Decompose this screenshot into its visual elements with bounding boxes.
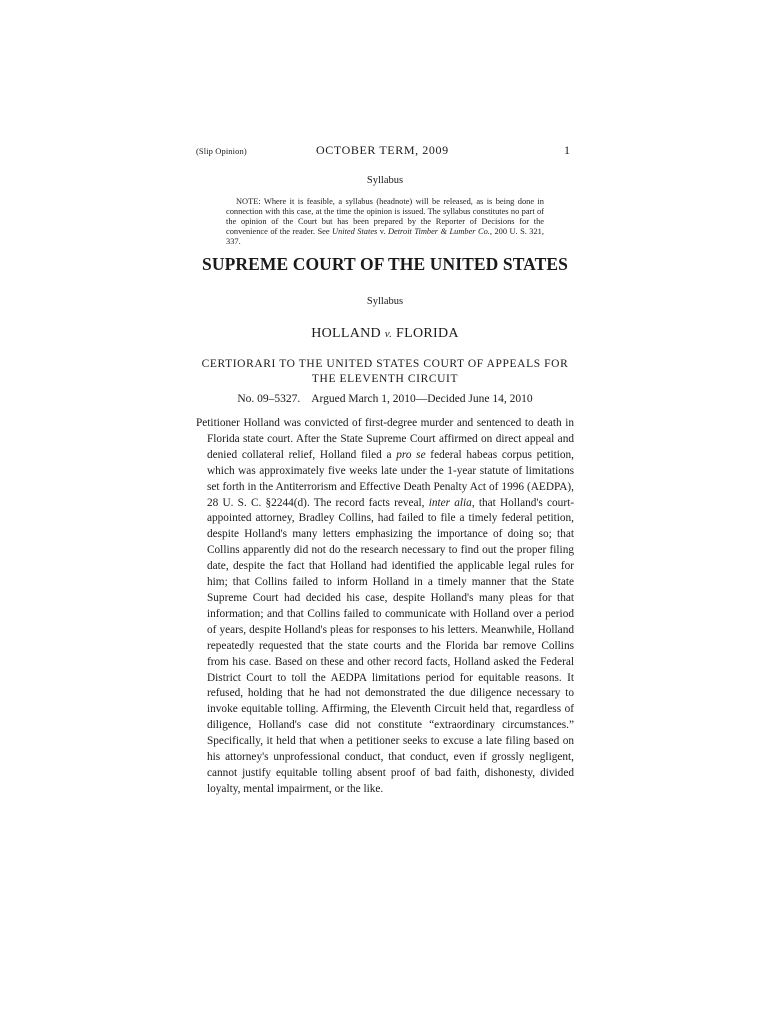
body-pro-se: pro se — [396, 448, 426, 461]
slip-opinion-label: (Slip Opinion) — [196, 146, 247, 156]
party-petitioner: HOLLAND — [311, 326, 381, 341]
page-header — [196, 143, 574, 159]
syllabus-note — [226, 197, 544, 247]
body-part-1: Petitioner Holland was convicted of first-degree murder and sentenced to death in Florida state court. After the State Supreme Court affirmed on direct appeal and denied collateral relief, Holland filed a — [196, 417, 574, 461]
note-text: NOTE: Where it is feasible, a syllabus (headnote) will be released, as is being done in connection with this case, at the time the opinion is issued. The syllabus constitutes no part of the opinion of the Court but has been prepared by the Reporter of Decisions for the convenience of the reader. See — [226, 197, 544, 236]
case-name — [196, 326, 574, 342]
note-case-cite: United States — [332, 227, 378, 236]
certiorari-line-1: CERTIORARI TO THE UNITED STATES COURT OF APPEALS FOR — [201, 358, 569, 370]
court-title: SUPREME COURT OF THE UNITED STATES — [202, 254, 568, 274]
body-part-2: federal habeas corpus petition, which was approximately five weeks late under the 1-year statute of limitations set forth in the Antiterrorism and Effective Death Penalty Act of 1996 (AEDPA), 28 U. S. C. §2244(d). The record facts reveal, — [207, 448, 574, 509]
versus-label: v. — [384, 328, 393, 340]
syllabus-body — [196, 416, 574, 798]
argued-decided: Argued March 1, 2010—Decided June 14, 2010 — [311, 393, 533, 405]
note-v: v. — [377, 227, 388, 236]
body-part-3: , that Holland's court-appointed attorney, Bradley Collins, had failed to file a timely federal petition, despite Holland's many letters emphasizing the importance of doing so; that Collins apparently did not do the research necessary to find out the proper filing date, despite the fact that Holland had identified the applicable legal rules for him; that Collins failed to inform Holland in a timely manner that the State Supreme Court had decided his case, despite Holland's many pleas for that information; and that Collins failed to communicate with Holland over a period of years, despite Holland's pleas for responses to his letters. Meanwhile, Holland repeatedly requested that the state courts and the Florida bar remove Collins from his case. Based on these and other record facts, Holland asked the Federal District Court to toll the AEDPA limitations period for equitable reasons. It refused, holding that he had not demonstrated the due diligence necessary to invoke equitable tolling. Affirming, the Eleventh Circuit held that, regardless of diligence, Holland's case did not constitute “extraordinary circumstances.” Specifically, it held that when a petitioner seeks to excuse a late filing based on his attorney's unprofessional conduct, that conduct, even if grossly negligent, cannot justify equitable tolling absent proof of bad faith, dishonesty, divided loyalty, mental impairment, or the like. — [207, 496, 574, 795]
note-company: Detroit Timber & Lumber Co. — [387, 227, 490, 236]
certiorari-heading — [196, 357, 574, 387]
party-respondent: FLORIDA — [396, 326, 459, 341]
page-number: 1 — [564, 143, 570, 157]
syllabus-heading-top: Syllabus — [366, 175, 404, 186]
certiorari-line-2: THE ELEVENTH CIRCUIT — [311, 373, 459, 385]
body-inter-alia: inter alia — [428, 496, 472, 509]
syllabus-heading: Syllabus — [366, 296, 404, 307]
note-cite-tail: , 200 U. S. 321, 337. — [226, 227, 544, 246]
docket-number: No. 09–5327. — [237, 393, 301, 405]
term-label: OCTOBER TERM, 2009 — [316, 143, 449, 157]
docket-line — [196, 393, 574, 405]
